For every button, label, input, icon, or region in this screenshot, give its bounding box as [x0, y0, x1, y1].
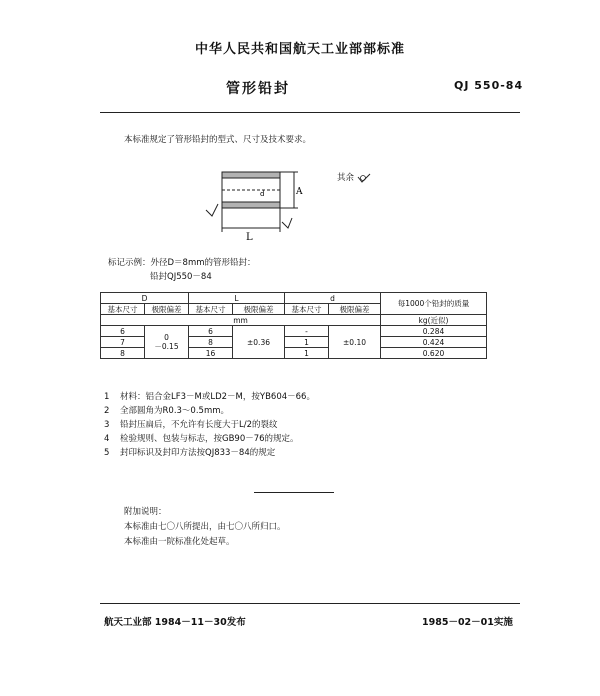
- cell-weight: 0.424: [381, 337, 487, 348]
- note-text: 全部圆角为R0.3～0.5mm。: [120, 406, 230, 416]
- header-limit-dev: 极限偏差: [233, 304, 285, 315]
- cell-D: 6: [101, 326, 145, 337]
- tol-lower: －0.15: [154, 342, 179, 351]
- unit-kg: kg(近似): [381, 315, 487, 326]
- note-item: [104, 404, 315, 418]
- cell-d: 1: [285, 348, 329, 359]
- cell-L: 6: [189, 326, 233, 337]
- header-weight: 每1000个铅封的质量: [381, 293, 487, 315]
- additional-line: 本标准由一院标准化处起草。: [124, 537, 235, 547]
- note-text: 铅封压扁后，不允许有长度大于L/2的裂纹: [120, 420, 278, 430]
- section-divider: [254, 492, 334, 493]
- note-number: 2: [104, 406, 110, 416]
- rest-label-text: 其余: [337, 173, 355, 183]
- cell-d-tolerance: ±0.10: [329, 326, 381, 359]
- marking-example-label: 标记示例：外径D＝8mm的管形铅封：: [108, 258, 256, 268]
- cell-D: 8: [101, 348, 145, 359]
- cell-D-tolerance: [145, 326, 189, 359]
- note-item: [104, 446, 315, 460]
- marking-example-value: 铅封QJ550－84: [150, 272, 212, 282]
- cell-weight: 0.284: [381, 326, 487, 337]
- publish-date: 航天工业部 1984－11－30发布: [104, 617, 246, 628]
- seal-wall-bottom: [222, 202, 280, 208]
- header-limit-dev: 极限偏差: [145, 304, 189, 315]
- header-d: d: [285, 293, 381, 304]
- rest-roughness-label: [337, 171, 373, 183]
- note-number: 1: [104, 392, 110, 402]
- document-title: 管形铅封: [226, 81, 290, 97]
- tol-upper: 0: [164, 333, 169, 342]
- implement-date: 1985－02－01实施: [422, 617, 513, 628]
- note-text: 材料：铝合金LF3－M或LD2－M，按YB604－66。: [120, 392, 315, 402]
- unit-mm: mm: [101, 315, 381, 326]
- header-basic-size: 基本尺寸: [189, 304, 233, 315]
- header-D: D: [101, 293, 189, 304]
- footer-rule: [100, 603, 520, 604]
- cell-weight: 0.620: [381, 348, 487, 359]
- table-unit-row: [101, 315, 487, 326]
- note-item: [104, 390, 315, 404]
- dim-l-label: L: [246, 232, 253, 243]
- note-text: 检验规则、包装与标志，按GB90－76的规定。: [120, 434, 299, 444]
- table-row: [101, 326, 487, 337]
- note-item: [104, 418, 315, 432]
- header-basic-size: 基本尺寸: [285, 304, 329, 315]
- notes-list: [104, 390, 315, 460]
- table-header-row: [101, 293, 487, 304]
- note-number: 3: [104, 420, 110, 430]
- roughness-right-icon: [282, 218, 292, 228]
- roughness-symbol-icon: [357, 173, 373, 183]
- seal-drawing: [200, 160, 310, 245]
- seal-wall-top: [222, 172, 280, 178]
- cell-d: 1: [285, 337, 329, 348]
- org-header: 中华人民共和国航天工业部部标准: [194, 42, 405, 57]
- header-rule: [100, 112, 520, 113]
- note-number: 4: [104, 434, 110, 444]
- note-number: 5: [104, 448, 110, 458]
- dimension-table: [100, 292, 487, 359]
- additional-notes: [124, 505, 286, 550]
- cell-D: 7: [101, 337, 145, 348]
- intro-text: 本标准规定了管形铅封的型式、尺寸及技术要求。: [124, 135, 312, 145]
- header-L: L: [189, 293, 285, 304]
- header-limit-dev: 极限偏差: [329, 304, 381, 315]
- additional-line: 本标准由七〇八所提出，由七〇八所归口。: [124, 522, 286, 532]
- dim-a-label: A: [296, 187, 303, 197]
- standard-code: QJ 550-84: [454, 79, 524, 92]
- note-item: [104, 432, 315, 446]
- cell-L-tolerance: ±0.36: [233, 326, 285, 359]
- cell-L: 8: [189, 337, 233, 348]
- cell-L: 16: [189, 348, 233, 359]
- header-basic-size: 基本尺寸: [101, 304, 145, 315]
- roughness-left-icon: [206, 204, 218, 216]
- cell-d: -: [285, 326, 329, 337]
- note-text: 封印标识及封印方法按QJ833－84的规定: [120, 448, 276, 458]
- dim-d-label: d: [260, 190, 265, 198]
- additional-title: 附加说明：: [124, 507, 167, 517]
